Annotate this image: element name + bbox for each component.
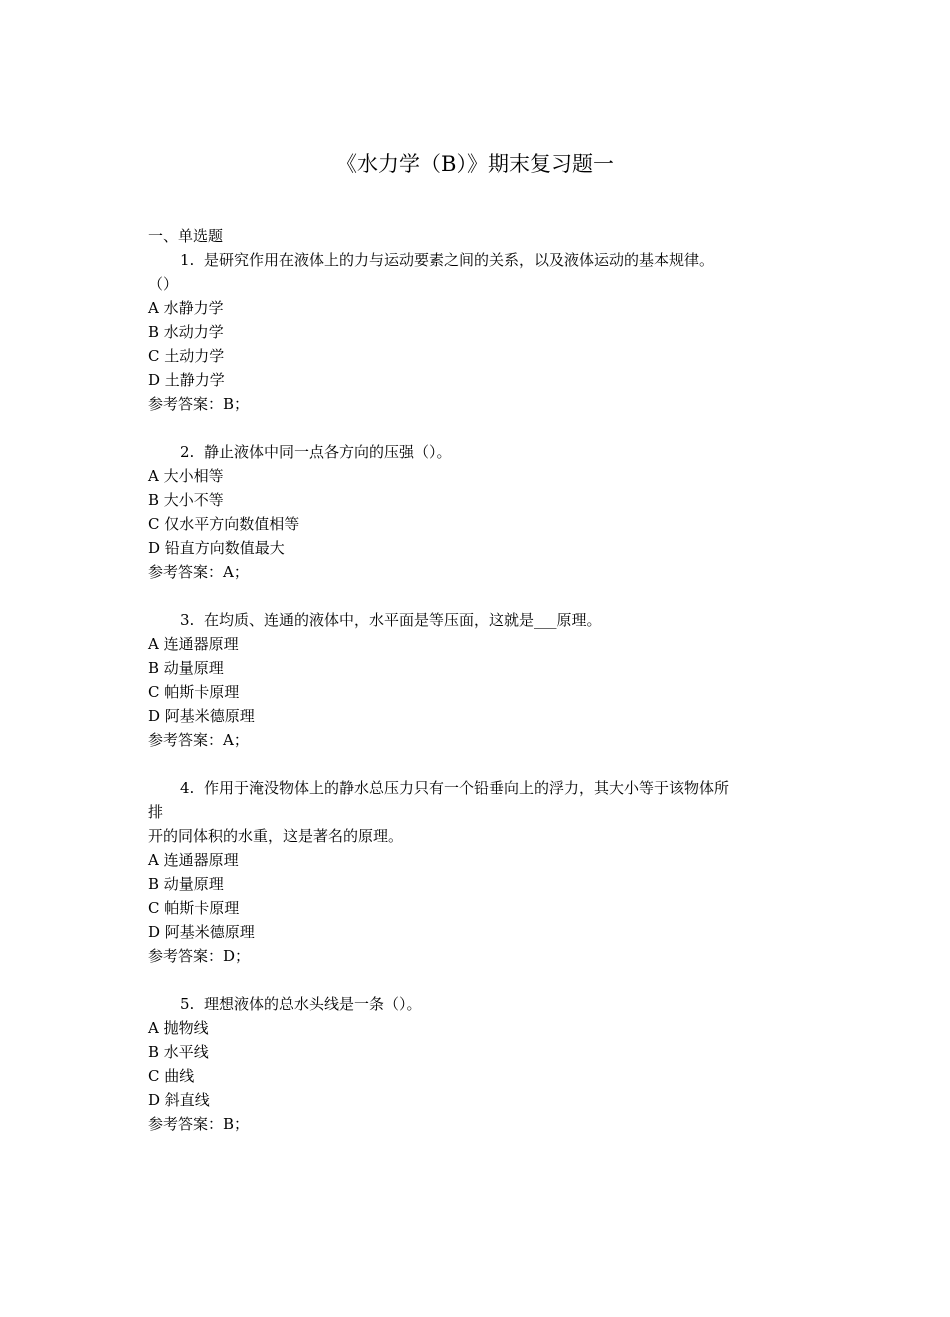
question-4-continuation-2: 开的同体积的水重，这是著名的原理。 bbox=[148, 827, 404, 845]
option-c: C 帕斯卡原理 bbox=[148, 683, 240, 701]
answer-line bbox=[148, 392, 808, 416]
question-number: 5. bbox=[180, 995, 195, 1013]
question-4 bbox=[148, 776, 808, 800]
option-c: C 帕斯卡原理 bbox=[148, 899, 240, 917]
option-b: B 大小不等 bbox=[148, 491, 224, 509]
question-text: 作用于淹没物体上的静水总压力只有一个铅垂向上的浮力，其大小等于该物体所 bbox=[204, 779, 730, 797]
answer-prefix: 参考答案： bbox=[148, 947, 224, 965]
option-a: A 水静力学 bbox=[148, 299, 224, 317]
answer-line bbox=[148, 560, 808, 584]
answer-line bbox=[148, 944, 808, 968]
question-3 bbox=[148, 608, 808, 632]
option-a: A 连通器原理 bbox=[148, 635, 239, 653]
question-5 bbox=[148, 992, 808, 1016]
option-d: D 铅直方向数值最大 bbox=[148, 539, 285, 557]
option-c: C 仅水平方向数值相等 bbox=[148, 515, 300, 533]
section-heading: 一、单选题 bbox=[148, 227, 224, 245]
option-a: A 抛物线 bbox=[148, 1019, 209, 1037]
option-d: D 阿基米德原理 bbox=[148, 923, 255, 941]
answer-value: A； bbox=[223, 731, 249, 749]
document-title: 《水力学（B）》期末复习题一 bbox=[336, 152, 614, 176]
option-b: B 动量原理 bbox=[148, 875, 224, 893]
answer-value: D； bbox=[223, 947, 251, 965]
answer-prefix: 参考答案： bbox=[148, 1115, 224, 1133]
question-number: 2. bbox=[180, 443, 195, 461]
option-c: C 曲线 bbox=[148, 1067, 195, 1085]
option-d: D 土静力学 bbox=[148, 371, 225, 389]
answer-value: A； bbox=[223, 563, 249, 581]
answer-line bbox=[148, 728, 808, 752]
question-text: 在均质、连通的液体中，水平面是等压面，这就是___原理。 bbox=[204, 611, 602, 629]
answer-value: B； bbox=[223, 395, 250, 413]
option-b: B 水动力学 bbox=[148, 323, 224, 341]
document-body bbox=[148, 224, 808, 1136]
question-text: 理想液体的总水头线是一条（）。 bbox=[204, 995, 422, 1013]
option-d: D 斜直线 bbox=[148, 1091, 210, 1109]
question-number: 3. bbox=[180, 611, 195, 629]
question-text: 静止液体中同一点各方向的压强（）。 bbox=[204, 443, 452, 461]
question-2 bbox=[148, 440, 808, 464]
answer-prefix: 参考答案： bbox=[148, 731, 224, 749]
question-1 bbox=[148, 248, 808, 272]
option-d: D 阿基米德原理 bbox=[148, 707, 255, 725]
answer-line bbox=[148, 1112, 808, 1136]
question-number: 4. bbox=[180, 779, 195, 797]
option-a: A 大小相等 bbox=[148, 467, 224, 485]
answer-prefix: 参考答案： bbox=[148, 563, 224, 581]
question-text: 是研究作用在液体上的力与运动要素之间的关系，以及液体运动的基本规律。 bbox=[204, 251, 715, 269]
answer-value: B； bbox=[223, 1115, 250, 1133]
option-c: C 土动力学 bbox=[148, 347, 225, 365]
option-b: B 水平线 bbox=[148, 1043, 209, 1061]
option-a: A 连通器原理 bbox=[148, 851, 239, 869]
answer-prefix: 参考答案： bbox=[148, 395, 224, 413]
question-4-continuation-1: 排 bbox=[148, 803, 164, 821]
question-1-continuation: （） bbox=[148, 275, 179, 293]
option-b: B 动量原理 bbox=[148, 659, 224, 677]
question-number: 1. bbox=[180, 251, 195, 269]
